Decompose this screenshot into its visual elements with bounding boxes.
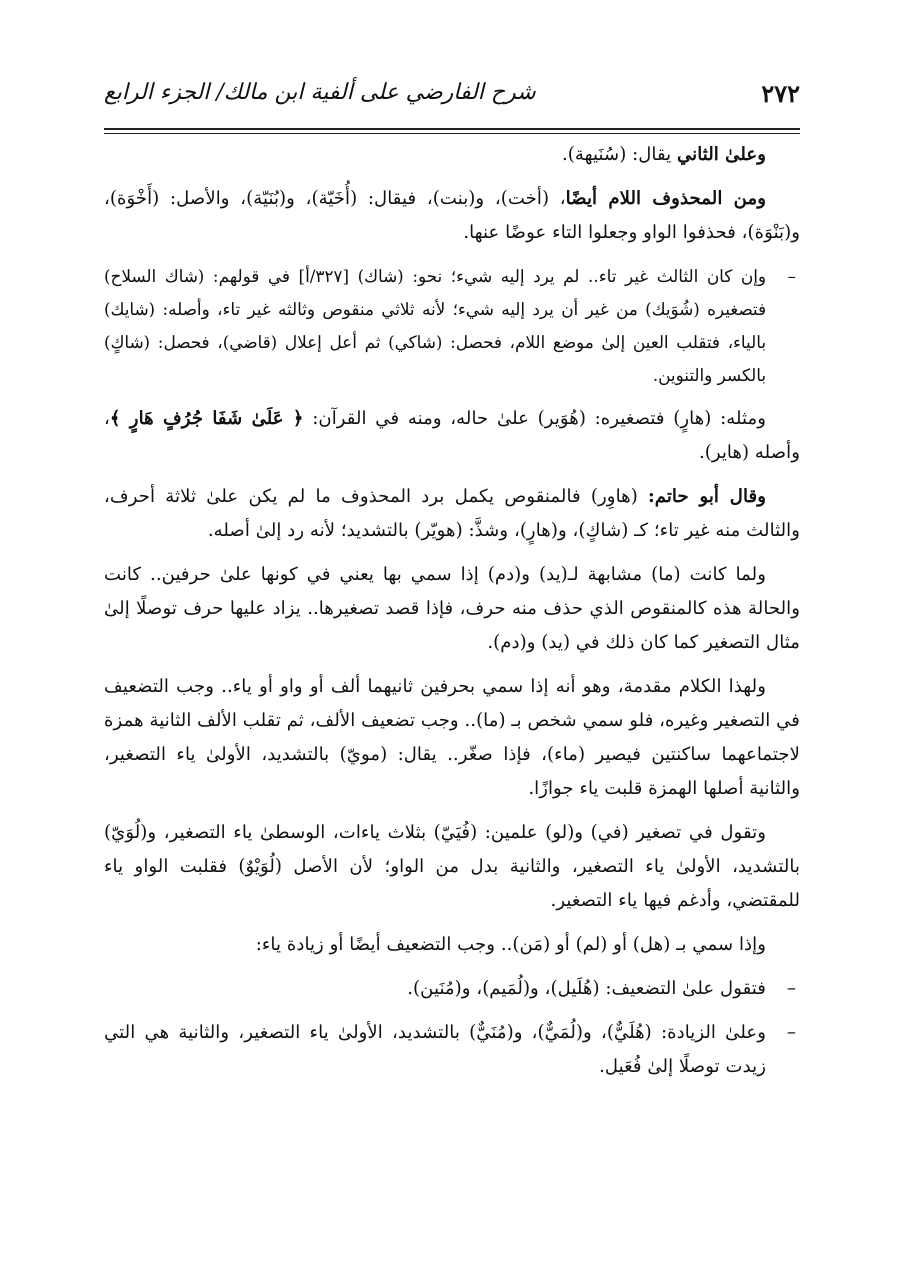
quran-quote: ﴿ عَلَىٰ شَفَا جُرُفٍ هَارٍ ﴾ (109, 408, 304, 429)
paragraph-4-text: (هاوِر) فالمنقوص يكمل برد المحذوف ما لم يكن علىٰ ثلاثة أحرف، والثالث منه غير تاء؛ كـ (شاكٍ)، و(هارٍ)، وشذَّ: (هويّر) بالتشديد؛ لأنه رد إلىٰ أصله. (104, 486, 800, 541)
bullet-item-1 (104, 260, 800, 392)
paragraph-3 (104, 402, 800, 470)
bullet-item-3-text: وعلىٰ الزيادة: (هُلَيٌّ)، و(لُمَيٌّ)، و(مُنَيٌّ) بالتشديد، الأولىٰ ياء التصغير، والثانية هي التي زيدت توصلًا إلىٰ فُعَيل. (104, 1022, 766, 1077)
paragraph-7: وتقول في تصغير (في) و(لو) علمين: (فُيَيّ) بثلاث ياءات، الوسطىٰ ياء التصغير، و(لُوَيّ) بالتشديد، الأولىٰ ياء التصغير، والثانية بدل من الواو؛ لأن الأصل (لُوَيْوٌ) فقلبت الواو ياء للمقتضي، وأدغم فيها ياء التصغير. (104, 822, 800, 911)
bullet-item-1-text: وإن كان الثالث غير تاء.. لم يرد إليه شيء؛ نحو: (شاك) [٣٢٧/أ] في قولهم: (شاك السلاح) فتصغيره (شُوَيك) من غير أن يرد إليه شيء؛ لأنه ثلاثي منقوص وثالثه غير تاء، وأصله: (شايك) بالياء، فتقلب العين إلىٰ موضع اللام، فحصل: (شاكي) ثم أعل إعلال (قاضي)، فحصل: (شاكٍ) بالكسر والتنوين. (104, 266, 766, 385)
paragraph-2-lead: ومن المحذوف اللام أيضًا (565, 188, 766, 209)
paragraph-2-text: ، (أخت)، و(بنت)، فيقال: (أُخَيّة)، و(بُنَيّة)، والأصل: (أَخْوَة)، و(بَنْوَة)، فحذفوا الواو وجعلوا التاء عوضًا عنها. (104, 188, 800, 243)
paragraph-4-lead: وقال أبو حاتم: (648, 486, 766, 507)
bullet-item-2 (104, 972, 800, 1006)
paragraph-1-lead: وعلىٰ الثاني (677, 144, 766, 165)
paragraph-4 (104, 480, 800, 548)
running-title: شرح الفارضي على ألفية ابن مالك/ الجزء الرابع (104, 80, 536, 105)
bullet-dash: – (786, 978, 796, 999)
bullet-item-3 (104, 1016, 800, 1084)
page-body (104, 138, 800, 1094)
paragraph-3-text-a: ومثله: (هارٍ) فتصغيره: (هُوَير) علىٰ حاله، ومنه في القرآن: (303, 408, 766, 429)
paragraph-3-text-b: ، وأصله (هاير). (104, 408, 800, 463)
paragraph-1 (104, 138, 800, 172)
paragraph-8: وإذا سمي بـ (هل) أو (لم) أو (مَن).. وجب التضعيف أيضًا أو زيادة ياء: (255, 934, 766, 955)
header-rule (104, 128, 800, 130)
paragraph-1-text: يقال: (سُنَيهة). (561, 144, 677, 165)
paragraph-2 (104, 182, 800, 250)
header-rule-thin (104, 133, 800, 134)
bullet-item-2-text: فتقول علىٰ التضعيف: (هُلَيل)، و(لُمَيم)، و(مُنَين). (407, 978, 766, 999)
paragraph-5: ولما كانت (ما) مشابهة لـ(يد) و(دم) إذا سمي بها يعني في كونها علىٰ حرفين.. كانت والحالة هذه كالمنقوص الذي حذف منه حرف، فإذا قصد تصغيرها.. يزاد عليها حرف توصلًا إلىٰ مثال التصغير كما كان ذلك في (يد) و(دم). (104, 564, 800, 653)
page-header (104, 72, 800, 122)
bullet-dash: – (786, 1022, 796, 1043)
bullet-dash: – (787, 266, 796, 286)
page-number: ٢٧٢ (761, 79, 800, 108)
paragraph-6: ولهذا الكلام مقدمة، وهو أنه إذا سمي بحرفين ثانيهما ألف أو واو أو ياء.. وجب التضعيف في التصغير وغيره، فلو سمي شخص بـ (ما).. وجب تضعيف الألف، ثم تقلب الألف الثانية همزة لاجتماعهما ساكنتين فيصير (ماء)، فإذا صغّر.. يقال: (مويّ) بالتشديد، الأولىٰ ياء التصغير، والثانية أصلها الهمزة قلبت ياء جوازًا. (104, 676, 800, 799)
